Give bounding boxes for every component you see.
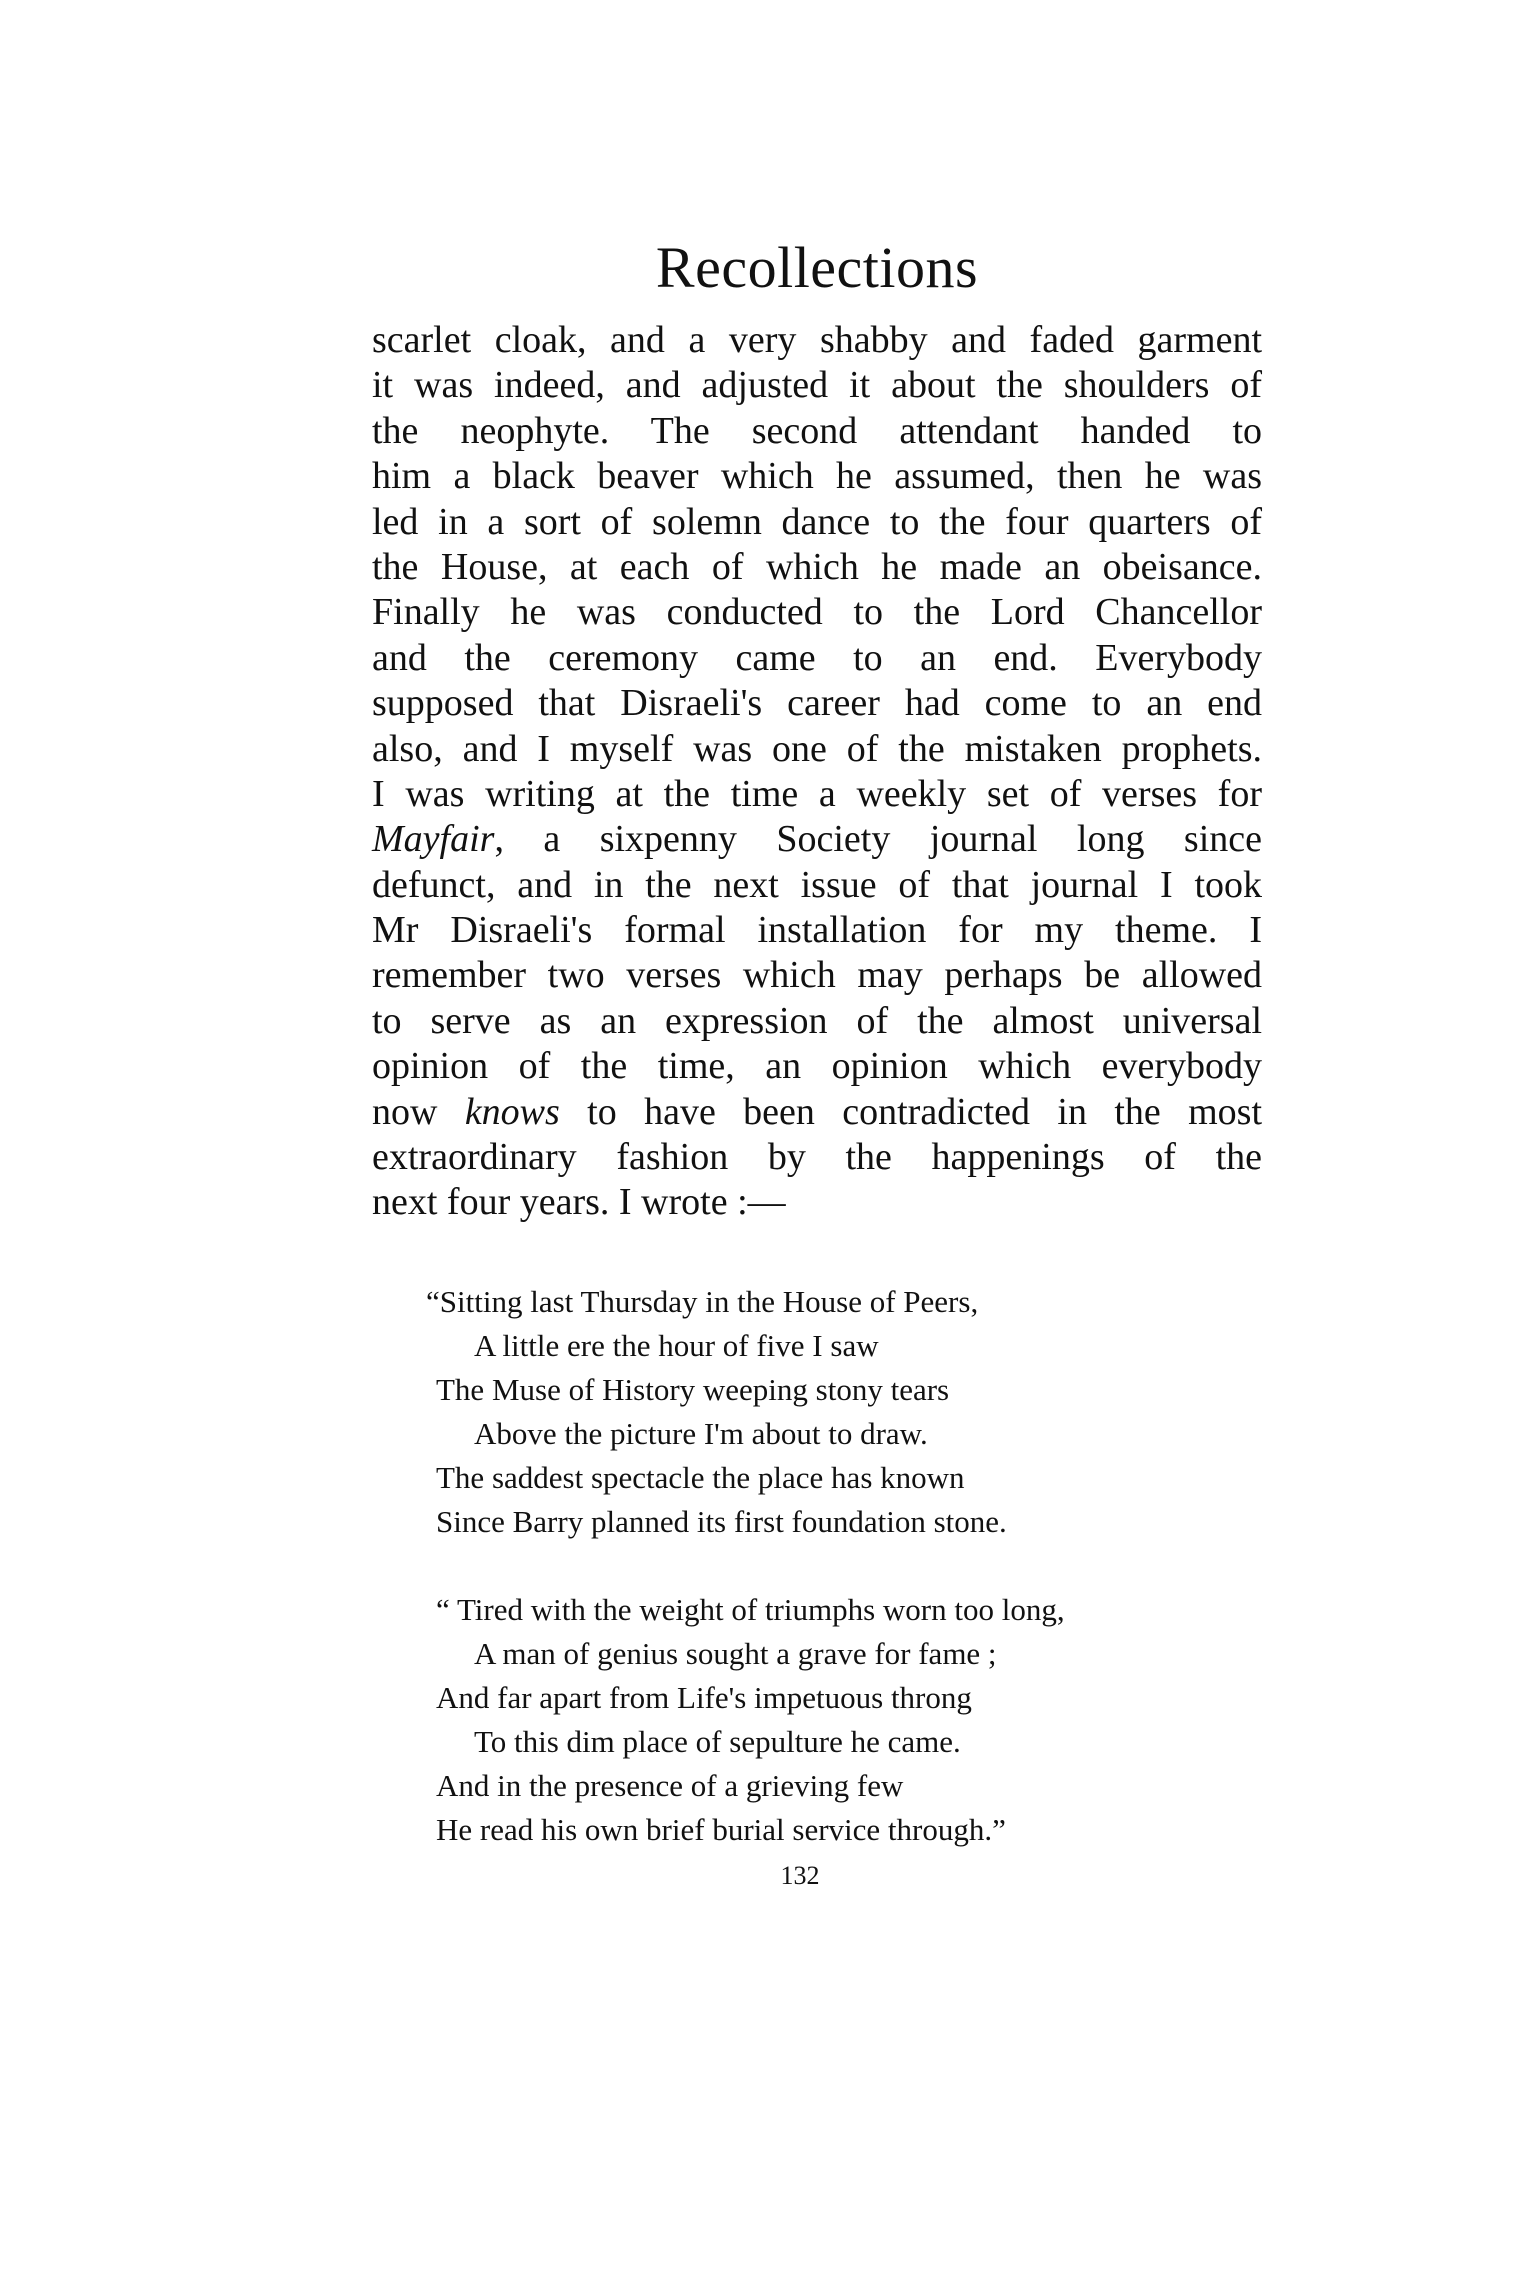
verse-line: A little ere the hour of five I saw (474, 1328, 879, 1363)
prose-line: and the ceremony came to an end. Everybody (372, 636, 1262, 679)
prose-line: opinion of the time, an opinion which everybody (372, 1045, 1262, 1088)
prose-line: remember two verses which may perhaps be allowed (372, 954, 1262, 997)
prose-paragraph (372, 318, 1262, 1226)
verse-line: “ Tired with the weight of triumphs worn too long, (436, 1592, 1065, 1627)
page-number: 132 (780, 1861, 820, 1890)
prose-line: him a black beaver which he assumed, then he was (372, 455, 1262, 498)
italic-word: knows (464, 1090, 560, 1133)
prose-line: next four years. I wrote :— (372, 1181, 786, 1224)
prose-line: the neophyte. The second attendant handed to (372, 409, 1262, 452)
prose-line: also, and I myself was one of the mistaken prophets. (372, 727, 1262, 770)
verse-line: “Sitting last Thursday in the House of Peers, (426, 1284, 979, 1319)
verse-line: To this dim place of sepulture he came. (474, 1724, 961, 1759)
prose-line: to serve as an expression of the almost universal (372, 999, 1262, 1042)
prose-line: supposed that Disraeli's career had come to an end (372, 682, 1262, 725)
prose-line: I was writing at the time a weekly set of verses for (372, 772, 1262, 815)
verse-line: Above the picture I'm about to draw. (474, 1416, 928, 1451)
verse-line: He read his own brief burial service through.” (436, 1812, 1006, 1847)
poem-stanza-2 (436, 1588, 1296, 1852)
italic-word: Mayfair (372, 818, 495, 861)
verse-line: And far apart from Life's impetuous throng (436, 1680, 972, 1715)
prose-line: it was indeed, and adjusted it about the shoulders of (372, 364, 1262, 407)
poem-stanza-1 (426, 1280, 1296, 1544)
prose-line: Mayfair, a sixpenny Society journal long since (372, 818, 1262, 861)
verse-line: A man of genius sought a grave for fame ; (474, 1636, 997, 1671)
prose-line: the House, at each of which he made an obeisance. (372, 545, 1262, 588)
verse-line: And in the presence of a grieving few (436, 1768, 904, 1803)
prose-line: Finally he was conducted to the Lord Chancellor (372, 591, 1262, 634)
prose-line: extraordinary fashion by the happenings of the (372, 1136, 1262, 1179)
verse-line: Since Barry planned its first foundation stone. (436, 1504, 1007, 1539)
prose-line: defunct, and in the next issue of that journal I took (372, 863, 1262, 906)
prose-line: Mr Disraeli's formal installation for my theme. I (372, 909, 1262, 952)
verse-line: The saddest spectacle the place has known (436, 1460, 965, 1495)
verse-line: The Muse of History weeping stony tears (436, 1372, 950, 1407)
prose-line: now knows to have been contradicted in the most (372, 1090, 1262, 1133)
running-head: Recollections (655, 235, 979, 300)
prose-line: led in a sort of solemn dance to the four quarters of (372, 500, 1262, 543)
prose-line: scarlet cloak, and a very shabby and faded garment (372, 319, 1262, 361)
